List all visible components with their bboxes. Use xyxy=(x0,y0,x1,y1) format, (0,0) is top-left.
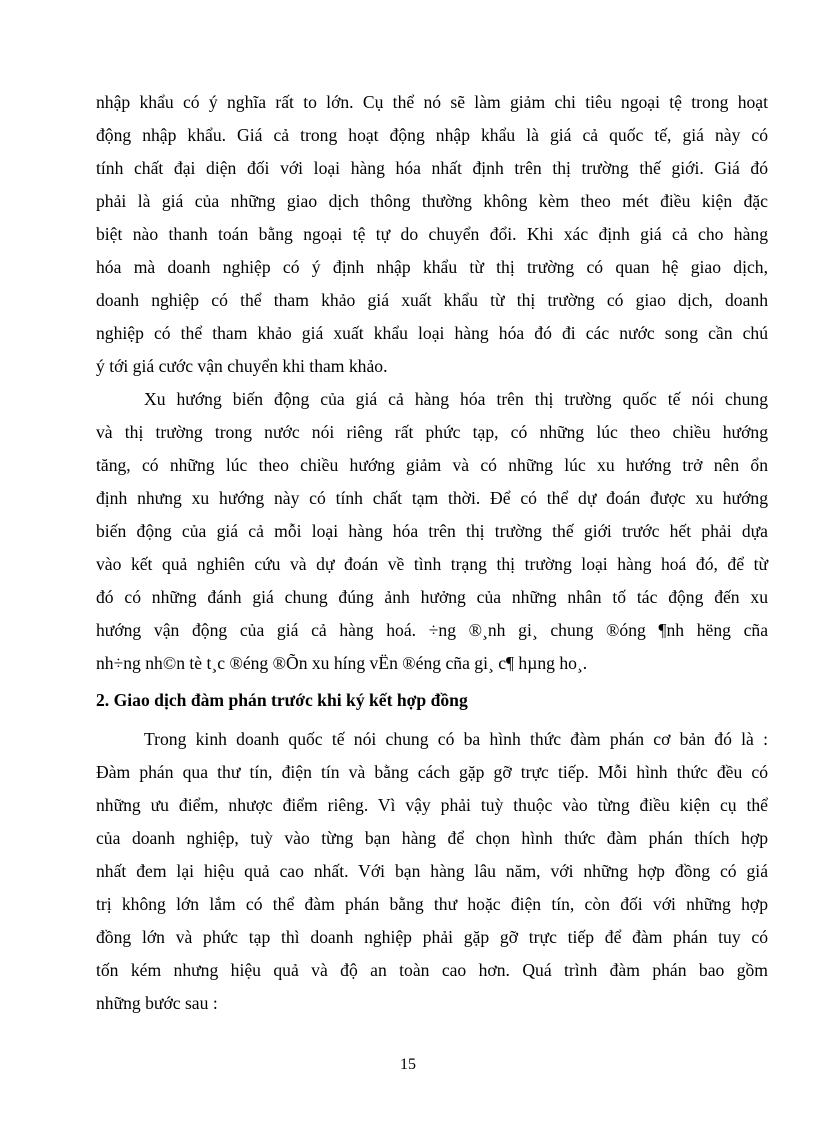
text-line: nh÷ng nh©n tè t¸c ®éng ®Õn xu híng vËn ®éng cña gi¸ c¶ hµng ho¸. xyxy=(96,653,588,673)
text-line: tính chất đại diện đối với loại hàng hóa nhất định trên thị trường thế giới. Giá đó xyxy=(96,158,768,178)
text-line: hướng vận động của giá cả hàng hoá. ÷ng ®¸nh gi¸ chung ®óng ¶nh hëng cña xyxy=(96,620,768,640)
text-line: định nhưng xu hướng này có tính chất tạm thời. Để có thể dự đoán được xu hướng xyxy=(96,488,768,508)
paragraph-negotiation xyxy=(96,723,768,1020)
text-line: doanh nghiệp có thể tham khảo giá xuất khẩu từ thị trường có giao dịch, doanh xyxy=(96,290,768,310)
text-line: trị không lớn lắm có thể đàm phán bằng thư hoặc điện tín, còn đối với những hợp xyxy=(96,894,768,914)
text-line: và thị trường trong nước nói riêng rất phức tạp, có những lúc theo chiều hướng xyxy=(96,422,768,442)
paragraph-price-trend xyxy=(96,383,768,680)
text-line: đó có những đánh giá chung đúng ảnh hưởng của những nhân tố tác động đến xu xyxy=(96,587,768,607)
text-line: nhất đem lại hiệu quả cao nhất. Với bạn hàng lâu năm, với những hợp đồng có giá xyxy=(96,861,768,881)
document-page xyxy=(96,86,768,1020)
text-line: những bước sau : xyxy=(96,993,218,1013)
text-line: của doanh nghiệp, tuỳ vào từng bạn hàng để chọn hình thức đàm phán thích hợp xyxy=(96,828,768,848)
text-line: nhập khẩu có ý nghĩa rất to lớn. Cụ thể nó sẽ làm giảm chi tiêu ngoại tệ trong hoạt xyxy=(96,92,768,112)
paragraph-import-price xyxy=(96,86,768,383)
text-line: biến động của giá cả mỗi loại hàng hóa trên thị trường thế giới trước hết phải dựa xyxy=(96,521,768,541)
text-line: những ưu điểm, nhược điểm riêng. Vì vậy phải tuỳ thuộc vào từng điều kiện cụ thể xyxy=(96,795,768,815)
text-line: động nhập khẩu. Giá cả trong hoạt động nhập khẩu là giá cả quốc tế, giá này có xyxy=(96,125,768,145)
page-number: 15 xyxy=(400,1056,416,1073)
text-line: tốn kém nhưng hiệu quả và độ an toàn cao hơn. Quá trình đàm phán bao gồm xyxy=(96,960,768,980)
text-line: hóa mà doanh nghiệp có ý định nhập khẩu từ thị trường có quan hệ giao dịch, xyxy=(96,257,768,277)
text-line: vào kết quả nghiên cứu và dự đoán về tình trạng thị trường loại hàng hoá đó, để từ xyxy=(96,554,768,574)
text-line-indented: Trong kinh doanh quốc tế nói chung có ba hình thức đàm phán cơ bản đó là : xyxy=(144,729,768,749)
section-heading: 2. Giao dịch đàm phán trước khi ký kết hợp đồng xyxy=(96,690,468,710)
text-line-indented: Xu hướng biến động của giá cả hàng hóa trên thị trường quốc tế nói chung xyxy=(144,389,768,409)
text-line: nghiệp có thể tham khảo giá xuất khẩu loại hàng hóa đó đi các nước song cần chú xyxy=(96,323,768,343)
text-line: phải là giá của những giao dịch thông thường không kèm theo mét điều kiện đặc xyxy=(96,191,768,211)
text-line: biệt nào thanh toán bằng ngoại tệ tự do chuyển đổi. Khi xác định giá cả cho hàng xyxy=(96,224,768,244)
text-line: Đàm phán qua thư tín, điện tín và bằng cách gặp gỡ trực tiếp. Mỗi hình thức đều có xyxy=(96,762,768,782)
text-line: tăng, có những lúc theo chiều hướng giảm và có những lúc xu hướng trở nên ổn xyxy=(96,455,768,475)
text-line: đồng lớn và phức tạp thì doanh nghiệp phải gặp gỡ trực tiếp để đàm phán tuy có xyxy=(96,927,768,947)
text-line: ý tới giá cước vận chuyển khi tham khảo. xyxy=(96,356,388,376)
